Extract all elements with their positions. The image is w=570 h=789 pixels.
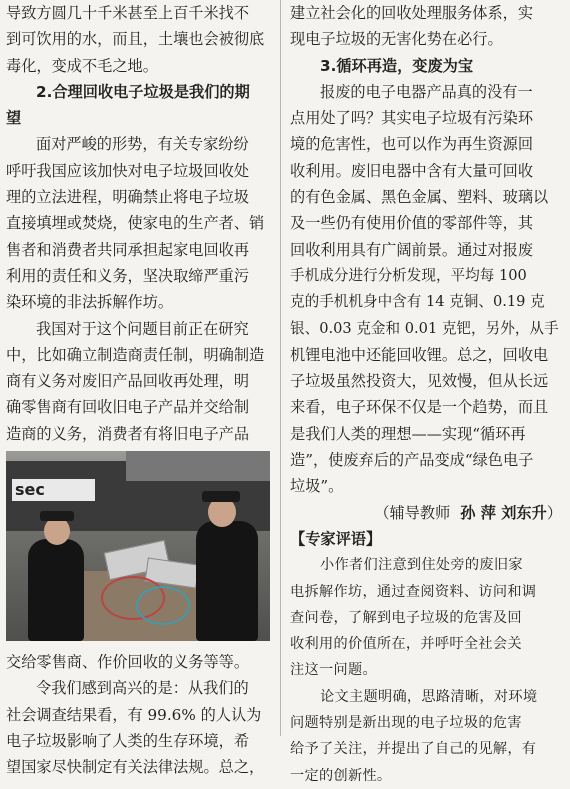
text-line: 导致方圆几十千米甚至上百千米找不 [6, 4, 249, 22]
text-line: 到可饮用的水，而且，土壤也会被彻底 [6, 30, 265, 49]
officer-left [28, 539, 84, 641]
section-3-heading: 3.循环再造，变废为宝 [320, 56, 474, 75]
left-column [6, 0, 270, 781]
text-line: 社会调查结果看，有 99.6% 的人认为 [6, 705, 262, 724]
text-line: 收利用。废旧电器中含有大量可回收 [290, 161, 533, 180]
text-line: 子垃圾虽然投资大，见效慢，但从长远 [290, 372, 549, 391]
text-line: 来看，电子环保不仅是一个趋势，而且 [290, 398, 549, 417]
text-line: 机锂电池中还能回收锂。总之，回收电 [290, 345, 549, 364]
text-line: 呼吁我国应该加快对电子垃圾回收处 [6, 161, 249, 180]
expert-comment-label: 【专家评语】 [290, 529, 382, 548]
officer-left-head [44, 517, 70, 545]
section-2-heading: 2.合理回收电子垃圾是我们的期 [36, 82, 250, 101]
officer-left-cap [40, 511, 74, 521]
officer-right-cap [202, 491, 240, 502]
text-line: 利用的责任和义务，坚决取缔严重污 [6, 266, 249, 285]
text-line: 银、0.03 克金和 0.01 克钯，另外，从手 [290, 319, 559, 337]
text-line: 电子垃圾影响了人类的生存环境，希 [6, 731, 249, 750]
column-divider [280, 0, 281, 736]
text-line: 报废的电子电器产品真的没有一 [320, 82, 533, 101]
container-sign: sec [12, 479, 95, 501]
text-line: 售者和消费者共同承担起家电回收再 [6, 240, 249, 259]
text-line: 一定的创新性。 [290, 767, 392, 784]
text-line: 垃圾”。 [290, 477, 344, 496]
text-line: 令我们感到高兴的是：从我们的 [36, 679, 249, 698]
text-line: 面对严峻的形势，有关专家纷纷 [36, 135, 249, 154]
text-line: 境的危害性，也可以作为再生资源回 [290, 135, 533, 154]
text-line: 理的立法进程，明确禁止将电子垃圾 [6, 188, 249, 207]
container-stack [126, 451, 270, 481]
text-line: 查问卷，了解到电子垃圾的危害及回 [290, 609, 522, 626]
text-line: 电拆解作坊，通过查阅资料、访问和调 [290, 583, 537, 600]
text-line: 直接填埋或焚烧，使家电的生产者、销 [6, 214, 265, 233]
text-line: 手机成分进行分析发现，平均每 100 [290, 266, 527, 284]
signature-suffix: ） [546, 503, 562, 522]
text-line: 及一些仍有使用价值的零部件等，其 [290, 214, 533, 233]
text-line: 问题特别是新出现的电子垃圾的危害 [290, 715, 522, 732]
text-line: 现电子垃圾的无害化势在必行。 [290, 30, 503, 49]
officer-right [196, 521, 258, 641]
advisor-names: 孙 萍 刘东升 [460, 503, 547, 522]
text-line: 克的手机机身中含有 14 克铜、0.19 克 [290, 293, 545, 311]
text-line: 毒化，变成不毛之地。 [6, 56, 158, 75]
advisor-signature [290, 500, 562, 526]
right-column [290, 0, 562, 789]
text-line: 我国对于这个问题目前正在研究 [36, 319, 249, 338]
section-2-heading-cont: 望 [6, 109, 22, 128]
text-line: 点用处了吗？其实电子垃圾有污染环 [290, 109, 533, 128]
text-line: 小作者们注意到住处旁的废旧家 [320, 557, 523, 574]
text-line: 染环境的非法拆解作坊。 [6, 293, 174, 312]
text-line: 望国家尽快制定有关法律法规。总之， [6, 758, 265, 777]
text-line: 论文主题明确，思路清晰，对环境 [320, 688, 538, 705]
text-line: 是我们人类的理想——实现“循环再 [290, 424, 526, 443]
text-line: 的有色金属、黑色金属、塑料、玻璃以 [290, 188, 549, 207]
text-line: 收利用的价值所在，并呼吁全社会关 [290, 636, 522, 653]
text-line: 回收利用具有广阔前景。通过对报废 [290, 240, 533, 259]
text-line: 注这一问题。 [290, 662, 377, 679]
text-line: 交给零售商、作价回收的义务等等。 [6, 653, 249, 672]
text-line: 商有义务对废旧产品回收再处理，明 [6, 372, 249, 391]
text-line: 确零售商有回收旧电子产品并交给制 [6, 398, 249, 417]
text-line: 造商的义务，消费者有将旧电子产品 [6, 424, 249, 443]
text-line: 给予了关注，并提出了自己的见解，有 [290, 741, 537, 758]
tangled-cables [136, 586, 190, 625]
e-waste-inspection-photo [6, 451, 270, 641]
text-line: 造”，使废弃后的产品变成“绿色电子 [290, 451, 534, 470]
text-line: 中，比如确立制造商责任制，明确制造 [6, 345, 265, 364]
expert-comment-header [290, 526, 562, 552]
signature-prefix: （辅导教师 [374, 503, 451, 522]
text-line: 建立社会化的回收处理服务体系，实 [290, 4, 533, 22]
